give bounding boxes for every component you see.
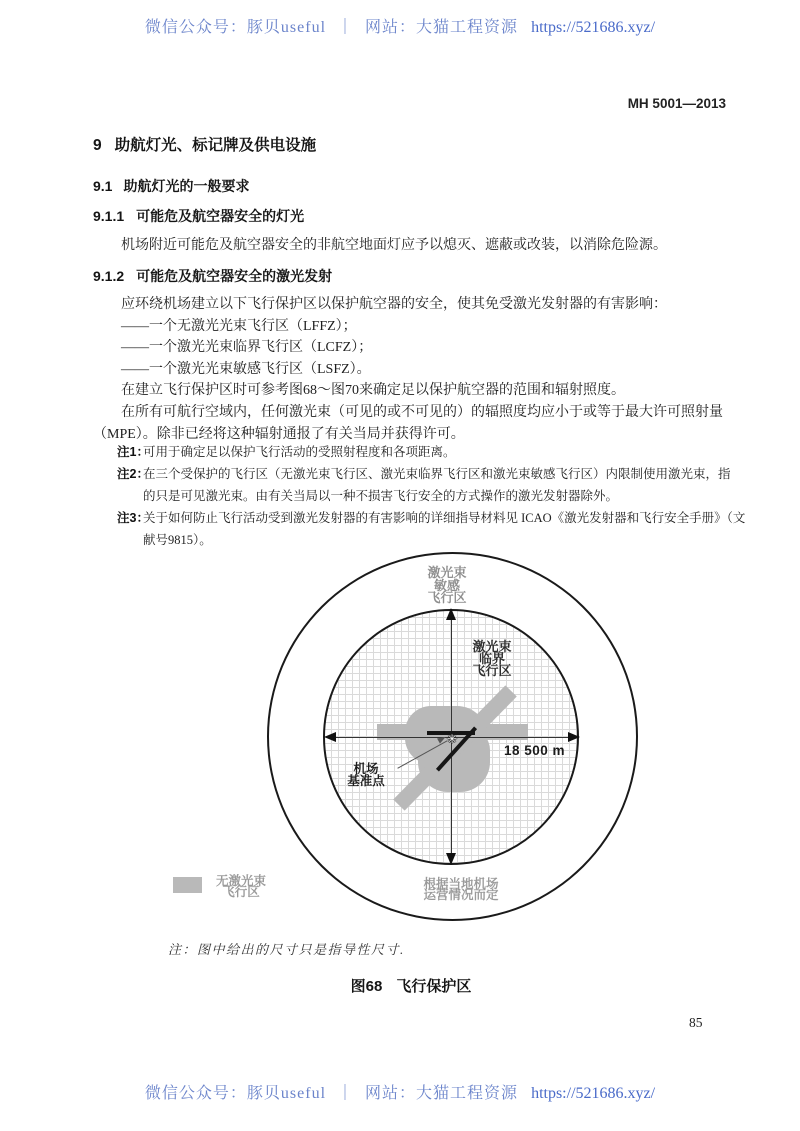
arrow-up-icon — [446, 608, 456, 620]
heading-9-title: 助航灯光、标记牌及供电设施 — [114, 137, 317, 154]
watermark-site-text: 网站：大猫工程资源 — [365, 1085, 519, 1102]
note-3-text: 关于如何防止飞行活动受到激光发射器的有害影响的详细指导材料见 ICAO《激光发射器和飞行安全手册》（文 — [143, 511, 746, 525]
note-1-label: 注1： — [117, 445, 149, 459]
figure-note: 注：图中给出的尺寸只是指导性尺寸. — [168, 942, 405, 957]
paragraph-line: 在建立飞行保护区时可参考图68～图70来确定足以保护航空器的范围和辐射照度。 — [121, 383, 625, 399]
legend-gray-swatch — [173, 877, 202, 893]
heading-9-1-1 — [93, 206, 304, 226]
paragraph-line: （MPE）。除非已经将这种辐射通报了有关当局并获得许可。 — [93, 426, 465, 442]
heading-9-1-1-number: 9.1.1 — [93, 208, 125, 224]
arrow-right-icon — [568, 732, 580, 742]
heading-9-1-2-title: 可能危及航空器安全的激光发射 — [136, 268, 333, 284]
heading-9-1-1-title: 可能危及航空器安全的灯光 — [136, 208, 305, 224]
doc-code: MH 5001—2013 — [627, 96, 726, 111]
watermark-site-text: 网站：大猫工程资源 — [365, 19, 519, 36]
arrow-left-icon — [324, 732, 336, 742]
watermark-url: https://521686.xyz/ — [531, 1085, 656, 1102]
note-1 — [93, 441, 748, 463]
note-3 — [93, 507, 748, 529]
note-2-text: 在三个受保护的飞行区（无激光束飞行区、激光束临界飞行区和激光束敏感飞行区）内限制使用激光束，指 — [143, 467, 731, 481]
label-distance-18500m: 18 500 m — [504, 743, 566, 758]
watermark-separator: ｜ — [337, 19, 355, 36]
label-per-local-airport-operations: 根据当地机场 运营情况而定 — [423, 877, 499, 902]
watermark-account-text: 微信公众号：豚贝useful — [144, 1085, 327, 1102]
heading-9-1 — [93, 176, 249, 196]
airport-reference-point-star-icon: ✳ — [446, 732, 458, 746]
watermark-separator: ｜ — [337, 1085, 355, 1102]
note-3-continuation: 献号9815）。 — [143, 533, 212, 547]
heading-9 — [93, 133, 316, 155]
paragraph-9-1-2 — [93, 294, 741, 445]
paragraph-line: 应环绕机场建立以下飞行保护区以保护航空器的安全，使其免受激光发射器的有害影响： — [121, 297, 667, 312]
page-number: 85 — [689, 1015, 703, 1030]
label-laser-beam-critical-zone: 激光束 临界 飞行区 — [472, 639, 512, 678]
watermark-account-text: 微信公众号：豚贝useful — [144, 19, 327, 36]
arrow-down-icon — [446, 853, 456, 865]
heading-9-1-number: 9.1 — [93, 178, 113, 194]
watermark-url: https://521686.xyz/ — [531, 19, 656, 36]
watermark-bottom — [0, 1080, 800, 1103]
legend-label-no-laser-zone: 无激光束 飞行区 — [215, 874, 266, 899]
note-2-label: 注2： — [117, 467, 149, 481]
note-2-continuation: 的只是可见激光束。由有关当局以一种不损害飞行安全的方式操作的激光发射器除外。 — [143, 489, 619, 503]
label-laser-beam-sensitive-zone: 激光束 敏感 飞行区 — [427, 565, 467, 605]
paragraph-9-1-1: 机场附近可能危及航空器安全的非航空地面灯应予以熄灭、遮蔽或改装，以消除危险源。 — [121, 238, 667, 253]
note-3-label: 注3： — [117, 511, 149, 525]
heading-9-number: 9 — [93, 137, 102, 154]
paragraph-line-lcfz: ——一个激光光束临界飞行区（LCFZ）； — [121, 340, 373, 356]
notes-block — [93, 441, 748, 551]
paragraph-line-lffz: ——一个无激光光束飞行区（LFFZ）； — [121, 318, 357, 334]
paragraph-line: 在所有可航行空域内，任何激光束（可见的或不可见的）的辐照度均应小于或等于最大许可照射量 — [121, 404, 723, 420]
label-airport-reference-point: 机场 基准点 — [347, 762, 385, 788]
paragraph-line-lsfz: ——一个激光光束敏感飞行区（LSFZ）。 — [121, 361, 371, 377]
heading-9-1-2-number: 9.1.2 — [93, 268, 125, 284]
figure-caption — [0, 975, 800, 996]
note-1-text: 可用于确定足以保护飞行活动的受照射程度和各项距离。 — [143, 445, 456, 459]
heading-9-1-2 — [93, 266, 332, 286]
note-2 — [93, 463, 748, 485]
figure-caption-number: 图68 — [350, 978, 383, 995]
watermark-top — [0, 14, 800, 37]
figure-caption-title: 飞行保护区 — [396, 978, 472, 995]
heading-9-1-title: 助航灯光的一般要求 — [123, 178, 250, 194]
